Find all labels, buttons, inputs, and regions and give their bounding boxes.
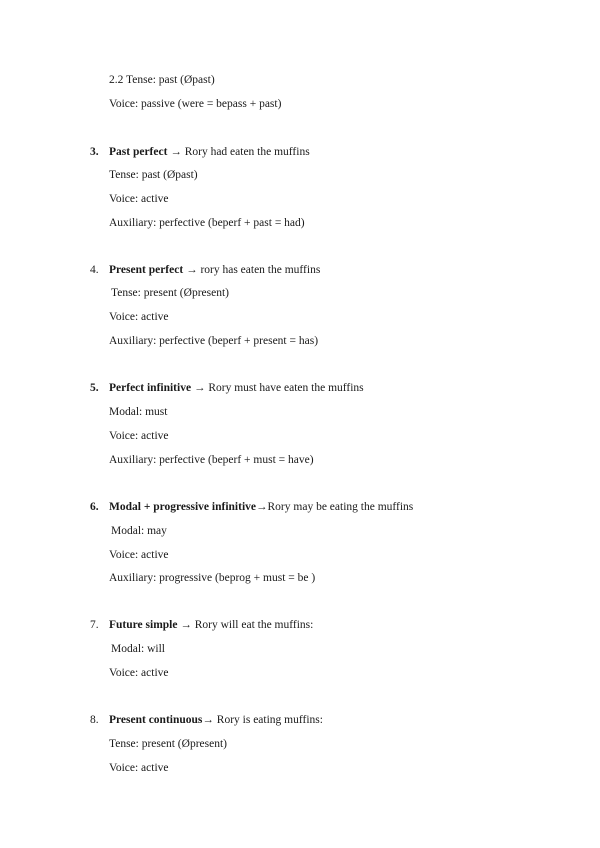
section-6-title: Modal + progressive infinitive	[109, 501, 257, 513]
section-4-line-tense: Tense: present (Øpresent)	[111, 287, 229, 299]
section-8-number: 8.	[90, 714, 99, 726]
section-4-title: Present perfect	[109, 264, 184, 276]
section-3-heading	[109, 145, 310, 159]
section-5-line-auxiliary: Auxiliary: perfective (beperf + must = have)	[109, 454, 314, 466]
section-7-example: → Rory will eat the muffins:	[177, 619, 314, 631]
section-7-heading	[109, 618, 313, 632]
section-3-line-tense: Tense: past (Øpast)	[109, 169, 198, 181]
section-8-line-tense: Tense: present (Øpresent)	[109, 738, 227, 750]
section-6-number: 6.	[90, 501, 99, 513]
section-5-number: 5.	[90, 382, 99, 394]
section-3-line-voice: Voice: active	[109, 193, 169, 205]
section-3-line-auxiliary: Auxiliary: perfective (beperf + past = had)	[109, 217, 305, 229]
section-5-line-modal: Modal: must	[109, 406, 168, 418]
section-4-example: → rory has eaten the muffins	[183, 264, 321, 276]
section-7-number: 7.	[90, 619, 99, 631]
section-5-line-voice: Voice: active	[109, 430, 169, 442]
section-8-line-voice: Voice: active	[109, 762, 169, 774]
section-6-heading	[109, 500, 413, 514]
section-6-example: →Rory may be eating the muffins	[256, 501, 414, 513]
section-4-line-voice: Voice: active	[109, 311, 169, 323]
section-7-line-voice: Voice: active	[109, 667, 169, 679]
section-4-line-auxiliary: Auxiliary: perfective (beperf + present = has)	[109, 335, 319, 347]
section-4-heading	[109, 263, 320, 277]
section-6-line-auxiliary: Auxiliary: progressive (beprog + must = be )	[109, 572, 316, 584]
top-line-voice: Voice: passive (were = bepass + past)	[109, 98, 282, 110]
section-3-example: → Rory had eaten the muffins	[167, 146, 310, 158]
section-3-title: Past perfect	[109, 146, 168, 158]
section-8-title: Present continuous	[109, 714, 203, 726]
section-3-number: 3.	[90, 146, 99, 158]
section-6-line-voice: Voice: active	[109, 549, 169, 561]
section-5-example: → Rory must have eaten the muffins	[191, 382, 364, 394]
section-5-heading	[109, 381, 364, 395]
top-line-tense: 2.2 Tense: past (Øpast)	[109, 74, 215, 86]
section-5-title: Perfect infinitive	[109, 382, 192, 394]
section-6-line-modal: Modal: may	[111, 525, 167, 537]
section-8-heading	[109, 713, 323, 727]
section-8-example: → Rory is eating muffins:	[202, 714, 323, 726]
section-4-number: 4.	[90, 264, 99, 276]
section-7-title: Future simple	[109, 619, 178, 631]
section-7-line-modal: Modal: will	[111, 643, 165, 655]
